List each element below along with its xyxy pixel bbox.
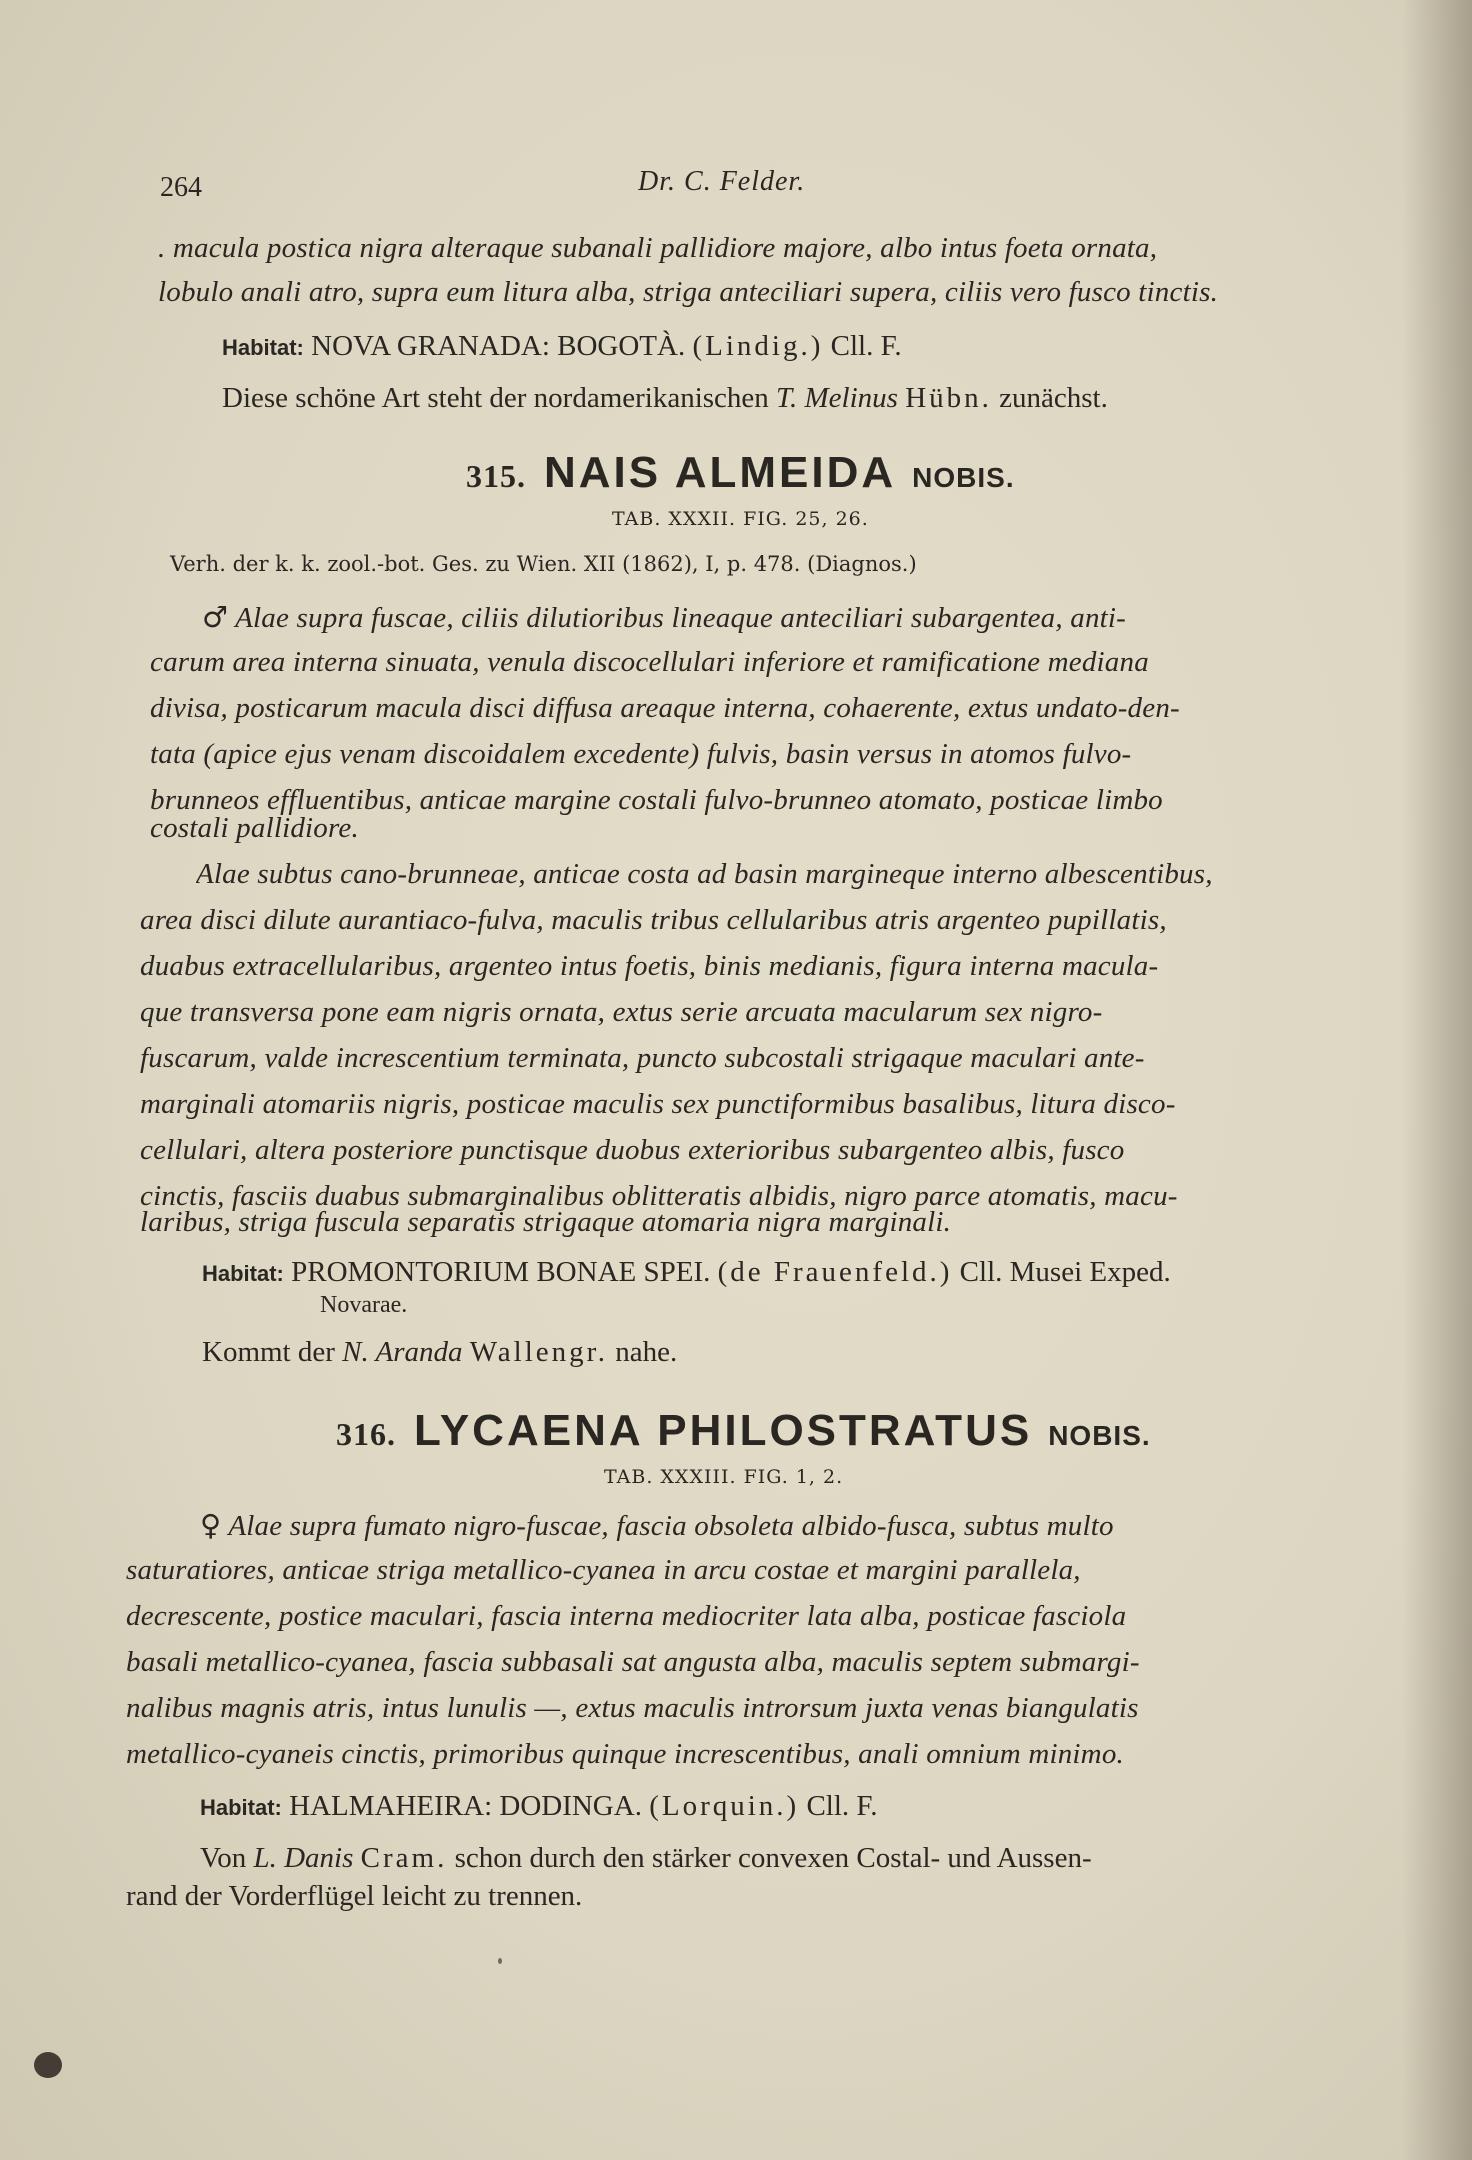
species-315-desc1-line: divisa, posticarum macula disci diffusa areaque interna, cohaerente, extus undato-den- xyxy=(150,692,1180,724)
intro-line-2: lobulo anali atro, supra eum litura alba, striga anteciliari supera, ciliis vero fusco tinctis. xyxy=(158,276,1219,308)
species-315-desc1-first xyxy=(202,600,1362,635)
nobis-label: NOBIS. xyxy=(1048,1420,1151,1451)
note-text-end: nahe. xyxy=(615,1336,678,1368)
species-315-desc2-line: laribus, striga fuscula separatis strigaque atomaria nigra marginali. xyxy=(140,1206,952,1238)
habitat-collector: (de Frauenfeld.) xyxy=(717,1256,953,1288)
species-315-desc1-line: costali pallidiore. xyxy=(150,812,359,844)
species-315-desc2-line: duabus extracellularibus, argenteo intus foetis, binis medianis, figura interna macula- xyxy=(140,950,1159,982)
note-author: Hübn. xyxy=(905,382,992,414)
habitat-collection: Cll. F. xyxy=(830,330,902,362)
species-315-reference: Verh. der k. k. zool.-bot. Ges. zu Wien. XII (1862), I, p. 478. (Diagnos.) xyxy=(170,552,917,576)
habitat-collection: Cll. Musei Exped. xyxy=(959,1256,1171,1288)
ink-speck xyxy=(498,1958,502,1964)
note-author: Cram. xyxy=(360,1842,448,1874)
page-number: 264 xyxy=(160,172,202,203)
species-316-plate: TAB. XXXIII. FIG. 1, 2. xyxy=(604,1466,844,1488)
intro-habitat xyxy=(222,330,902,363)
species-316-desc-line: metallico-cyaneis cinctis, primoribus quinque increscentibus, anali omnium minimo. xyxy=(126,1738,1124,1770)
note-text: Diese schöne Art steht der nordamerikanischen xyxy=(222,382,769,414)
intro-note xyxy=(222,382,1108,415)
note-author: Wallengr. xyxy=(469,1336,608,1368)
note-text-end: zunächst. xyxy=(999,382,1108,414)
species-315-desc2-line: cinctis, fasciis duabus submarginalibus oblitteratis albidis, nigro parce atomatis, macu- xyxy=(140,1180,1178,1212)
species-315-desc2-first: Alae subtus cano-brunneae, anticae costa ad basin margineque interno albescentibus, xyxy=(196,858,1213,890)
species-number: 315. xyxy=(466,458,526,494)
habitat-locality: NOVA GRANADA: BOGOTÀ. xyxy=(311,330,686,362)
species-315-desc2-line: area disci dilute aurantiaco-fulva, maculis tribus cellularibus atris argenteo pupillatis, xyxy=(140,904,1167,936)
note-species: L. Danis xyxy=(253,1842,354,1874)
species-316-desc-line: decrescente, postice maculari, fascia interna mediocriter lata alba, posticae fasciola xyxy=(126,1600,1127,1632)
species-316-desc-line: basali metallico-cyanea, fascia subbasali sat angusta alba, maculis septem submargi- xyxy=(126,1646,1140,1678)
species-315-habitat-cont: Novarae. xyxy=(320,1292,408,1318)
species-316-note xyxy=(200,1842,1360,1875)
species-316-heading xyxy=(336,1406,1151,1456)
species-315-desc1-line: carum area interna sinuata, venula discocellulari inferiore et ramificatione mediana xyxy=(150,646,1149,678)
intro-line-1: . macula postica nigra alteraque subanali pallidiore majore, albo intus foeta ornata, xyxy=(158,232,1158,264)
desc-text: Alae supra fuscae, ciliis dilutioribus lineaque anteciliari subargentea, anti- xyxy=(235,602,1127,634)
species-315-desc2-line: marginali atomariis nigris, posticae maculis sex punctiformibus basalibus, litura disco- xyxy=(140,1088,1176,1120)
species-315-desc2-line: que transversa pone eam nigris ornata, extus serie arcuata macularum sex nigro- xyxy=(140,996,1103,1028)
species-316-habitat xyxy=(200,1790,877,1823)
species-316-desc-line: saturatiores, anticae striga metallico-cyanea in arcu costae et margini parallela, xyxy=(126,1554,1081,1586)
species-315-desc1-line: brunneos effluentibus, anticae margine costali fulvo-brunneo atomato, posticae limbo xyxy=(150,784,1163,816)
habitat-label: Habitat: xyxy=(200,1795,282,1820)
desc-text: Alae supra fumato nigro-fuscae, fascia obsoleta albido-fusca, subtus multo xyxy=(228,1510,1114,1542)
species-number: 316. xyxy=(336,1416,396,1452)
male-symbol: ♂ xyxy=(202,600,229,634)
species-315-desc1-line: tata (apice ejus venam discoidalem excedente) fulvis, basin versus in atomos fulvo- xyxy=(150,738,1132,770)
habitat-collector: (Lorquin.) xyxy=(649,1790,800,1822)
species-316-note-line-2: rand der Vorderflügel leicht zu trennen. xyxy=(126,1880,583,1912)
note-species: N. Aranda xyxy=(342,1336,463,1368)
species-316-desc-line: nalibus magnis atris, intus lunulis —, extus maculis introrsum juxta venas biangulatis xyxy=(126,1692,1139,1724)
nobis-label: NOBIS. xyxy=(912,462,1015,493)
species-315-habitat xyxy=(202,1256,1171,1289)
note-text: Kommt der xyxy=(202,1336,335,1368)
page-edge-shadow xyxy=(1402,0,1472,2160)
species-315-heading xyxy=(466,448,1015,498)
female-symbol: ♀ xyxy=(200,1508,222,1542)
habitat-collection: Cll. F. xyxy=(806,1790,878,1822)
species-315-desc2-line: fuscarum, valde increscentium terminata, puncto subcostali strigaque maculari ante- xyxy=(140,1042,1145,1074)
running-head: Dr. C. Felder. xyxy=(638,166,806,197)
habitat-label: Habitat: xyxy=(202,1261,284,1286)
note-text: Von xyxy=(200,1842,247,1874)
habitat-locality: HALMAHEIRA: DODINGA. xyxy=(289,1790,642,1822)
species-315-note xyxy=(202,1336,677,1369)
habitat-locality: PROMONTORIUM BONAE SPEI. xyxy=(291,1256,711,1288)
species-316-desc-first xyxy=(200,1508,1360,1543)
habitat-label: Habitat: xyxy=(222,335,304,360)
ink-speck xyxy=(34,2052,62,2078)
species-name: NAIS ALMEIDA xyxy=(544,448,897,497)
species-315-plate: TAB. XXXII. FIG. 25, 26. xyxy=(612,508,869,530)
note-text-end: schon durch den stärker convexen Costal- und Aussen- xyxy=(454,1842,1092,1874)
species-315-desc2-line: cellulari, altera posteriore punctisque duobus exterioribus subargenteo albis, fusco xyxy=(140,1134,1125,1166)
habitat-collector: (Lindig.) xyxy=(692,330,824,362)
note-species: T. Melinus xyxy=(776,382,898,414)
species-name: LYCAENA PHILOSTRATUS xyxy=(414,1406,1033,1455)
